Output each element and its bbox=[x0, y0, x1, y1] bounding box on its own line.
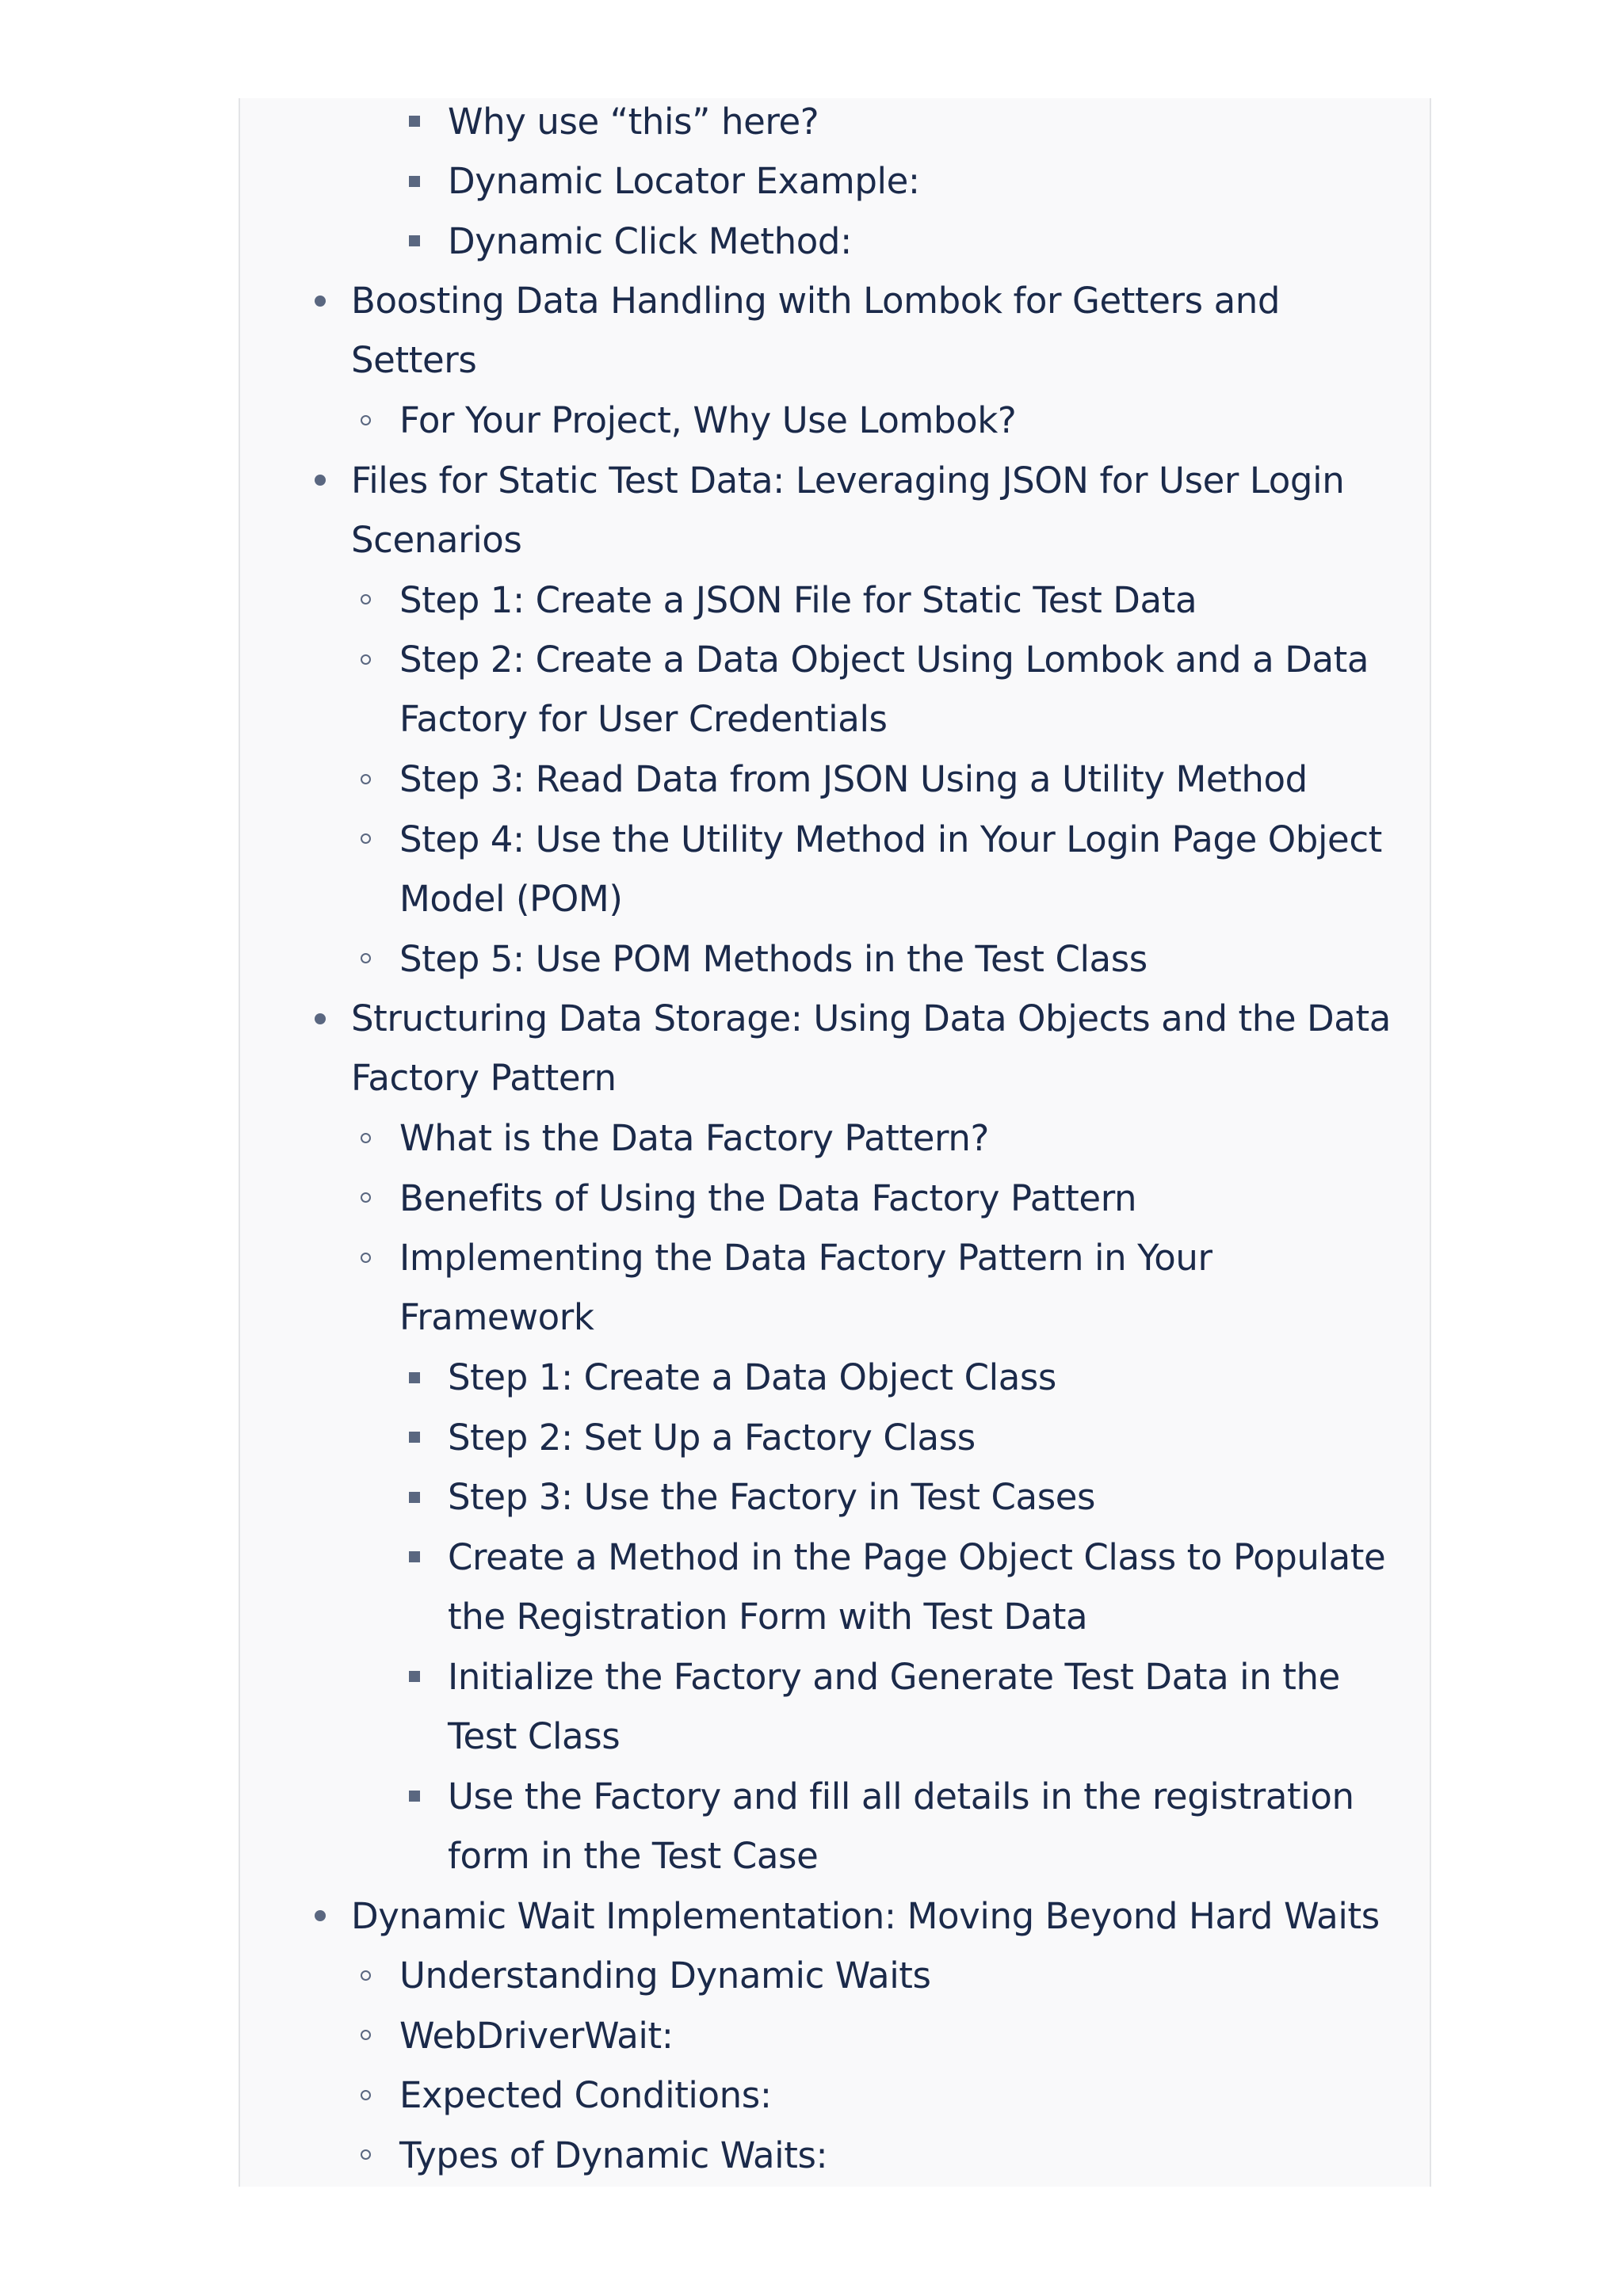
circle-bullet-icon bbox=[361, 2030, 371, 2040]
toc-subsubsection-link[interactable] bbox=[448, 1527, 1385, 1646]
disc-bullet-icon bbox=[315, 475, 326, 486]
square-bullet-icon bbox=[409, 1671, 420, 1682]
toc-item-text: Step 1: Create a Data Object Class bbox=[448, 1356, 1056, 1398]
toc-item-text: Benefits of Using the Data Factory Pattern bbox=[399, 1177, 1137, 1219]
toc-item-text: Step 5: Use POM Methods in the Test Class bbox=[399, 937, 1148, 980]
toc-item-text: Factory Pattern bbox=[351, 1057, 617, 1099]
toc-item-text: Step 3: Read Data from JSON Using a Utility Method bbox=[399, 758, 1308, 800]
toc-subsection-link[interactable] bbox=[399, 630, 1369, 749]
square-bullet-icon bbox=[409, 1432, 420, 1443]
toc-section-link[interactable] bbox=[351, 1886, 1380, 1946]
toc-section-link[interactable] bbox=[351, 271, 1280, 390]
toc-item-text: Use the Factory and fill all details in the registration bbox=[448, 1775, 1354, 1817]
circle-bullet-icon bbox=[361, 833, 371, 844]
disc-bullet-icon bbox=[315, 1910, 326, 1921]
toc-item-text: Expected Conditions: bbox=[399, 2074, 772, 2116]
toc-section-link[interactable] bbox=[351, 989, 1391, 1108]
toc-item-text: Initialize the Factory and Generate Test Data in the bbox=[448, 1655, 1340, 1698]
toc-item-text: Dynamic Locator Example: bbox=[448, 160, 920, 202]
toc-item-text: Step 4: Use the Utility Method in Your Login Page Object bbox=[399, 818, 1382, 860]
toc-subsubsection-link[interactable] bbox=[448, 1408, 976, 1467]
toc-subsection-link[interactable] bbox=[399, 1228, 1212, 1347]
toc-item-text: Test Class bbox=[448, 1714, 621, 1757]
toc-subsection-link[interactable] bbox=[399, 2065, 772, 2125]
toc-item-text: Create a Method in the Page Object Class to Populate bbox=[448, 1535, 1386, 1578]
toc-item-text: Understanding Dynamic Waits bbox=[399, 1955, 931, 1997]
square-bullet-icon bbox=[409, 176, 420, 187]
toc-item-text: Dynamic Wait Implementation: Moving Beyond Hard Waits bbox=[351, 1894, 1380, 1937]
circle-bullet-icon bbox=[361, 654, 371, 665]
toc-item-text: Setters bbox=[351, 339, 477, 381]
circle-bullet-icon bbox=[361, 774, 371, 784]
toc-item-text: the Registration Form with Test Data bbox=[448, 1595, 1088, 1638]
toc-subsection-link[interactable] bbox=[399, 1169, 1136, 1228]
toc-item-text: Factory for User Credentials bbox=[399, 698, 888, 740]
toc-item-text: Framework bbox=[399, 1296, 594, 1338]
toc-subsubsection-link[interactable] bbox=[448, 212, 852, 271]
toc-section-link[interactable] bbox=[351, 451, 1344, 570]
toc-subsubsection-link[interactable] bbox=[448, 1467, 1095, 1527]
toc-item-text: What is the Data Factory Pattern? bbox=[399, 1117, 989, 1159]
toc-subsubsection-link[interactable] bbox=[448, 151, 920, 211]
square-bullet-icon bbox=[409, 1492, 420, 1503]
toc-item-text: Step 3: Use the Factory in Test Cases bbox=[448, 1476, 1096, 1518]
square-bullet-icon bbox=[409, 235, 420, 246]
circle-bullet-icon bbox=[361, 953, 371, 963]
circle-bullet-icon bbox=[361, 594, 371, 605]
toc-subsection-link[interactable] bbox=[399, 1108, 989, 1168]
toc-subsection-link[interactable] bbox=[399, 929, 1148, 989]
toc-subsubsection-link[interactable] bbox=[448, 1348, 1056, 1407]
toc-item-text: For Your Project, Why Use Lombok? bbox=[399, 399, 1017, 441]
toc-subsection-link[interactable] bbox=[399, 2126, 827, 2185]
square-bullet-icon bbox=[409, 1372, 420, 1383]
toc-item-text: Types of Dynamic Waits: bbox=[399, 2134, 828, 2176]
toc-subsection-link[interactable] bbox=[399, 570, 1197, 630]
circle-bullet-icon bbox=[361, 1253, 371, 1263]
toc-subsubsection-link[interactable] bbox=[448, 92, 819, 151]
toc-item-text: Step 2: Create a Data Object Using Lombok and a Data bbox=[399, 639, 1369, 681]
toc-subsection-link[interactable] bbox=[399, 749, 1308, 809]
toc-item-text: form in the Test Case bbox=[448, 1834, 819, 1877]
toc-item-text: Step 1: Create a JSON File for Static Test Data bbox=[399, 578, 1197, 621]
toc-subsubsection-link[interactable] bbox=[448, 1767, 1354, 1886]
toc-item-text: Dynamic Click Method: bbox=[448, 219, 852, 262]
toc-item-text: Files for Static Test Data: Leveraging JSON for User Login bbox=[351, 459, 1345, 502]
toc-item-text: Boosting Data Handling with Lombok for Getters and bbox=[351, 280, 1281, 322]
toc-item-text: Step 2: Set Up a Factory Class bbox=[448, 1416, 976, 1459]
toc-subsection-link[interactable] bbox=[399, 810, 1382, 929]
circle-bullet-icon bbox=[361, 415, 371, 425]
square-bullet-icon bbox=[409, 1551, 420, 1562]
toc-item-text: Model (POM) bbox=[399, 877, 623, 920]
toc-item-text: Scenarios bbox=[351, 518, 522, 561]
toc-subsection-link[interactable] bbox=[399, 391, 1016, 450]
toc-item-text: Why use “this” here? bbox=[448, 100, 819, 143]
square-bullet-icon bbox=[409, 116, 420, 127]
square-bullet-icon bbox=[409, 1791, 420, 1802]
table-of-contents bbox=[239, 98, 1431, 2187]
disc-bullet-icon bbox=[315, 1013, 326, 1024]
disc-bullet-icon bbox=[315, 296, 326, 307]
circle-bullet-icon bbox=[361, 1192, 371, 1203]
circle-bullet-icon bbox=[361, 2149, 371, 2160]
circle-bullet-icon bbox=[361, 1133, 371, 1143]
circle-bullet-icon bbox=[361, 1970, 371, 1981]
toc-subsubsection-link[interactable] bbox=[448, 1647, 1340, 1766]
toc-item-text: Implementing the Data Factory Pattern in Your bbox=[399, 1237, 1212, 1279]
toc-subsection-link[interactable] bbox=[399, 1946, 931, 2005]
toc-subsection-link[interactable] bbox=[399, 2006, 673, 2065]
toc-item-text: WebDriverWait: bbox=[399, 2014, 674, 2057]
toc-item-text: Structuring Data Storage: Using Data Objects and the Data bbox=[351, 997, 1391, 1039]
circle-bullet-icon bbox=[361, 2090, 371, 2100]
